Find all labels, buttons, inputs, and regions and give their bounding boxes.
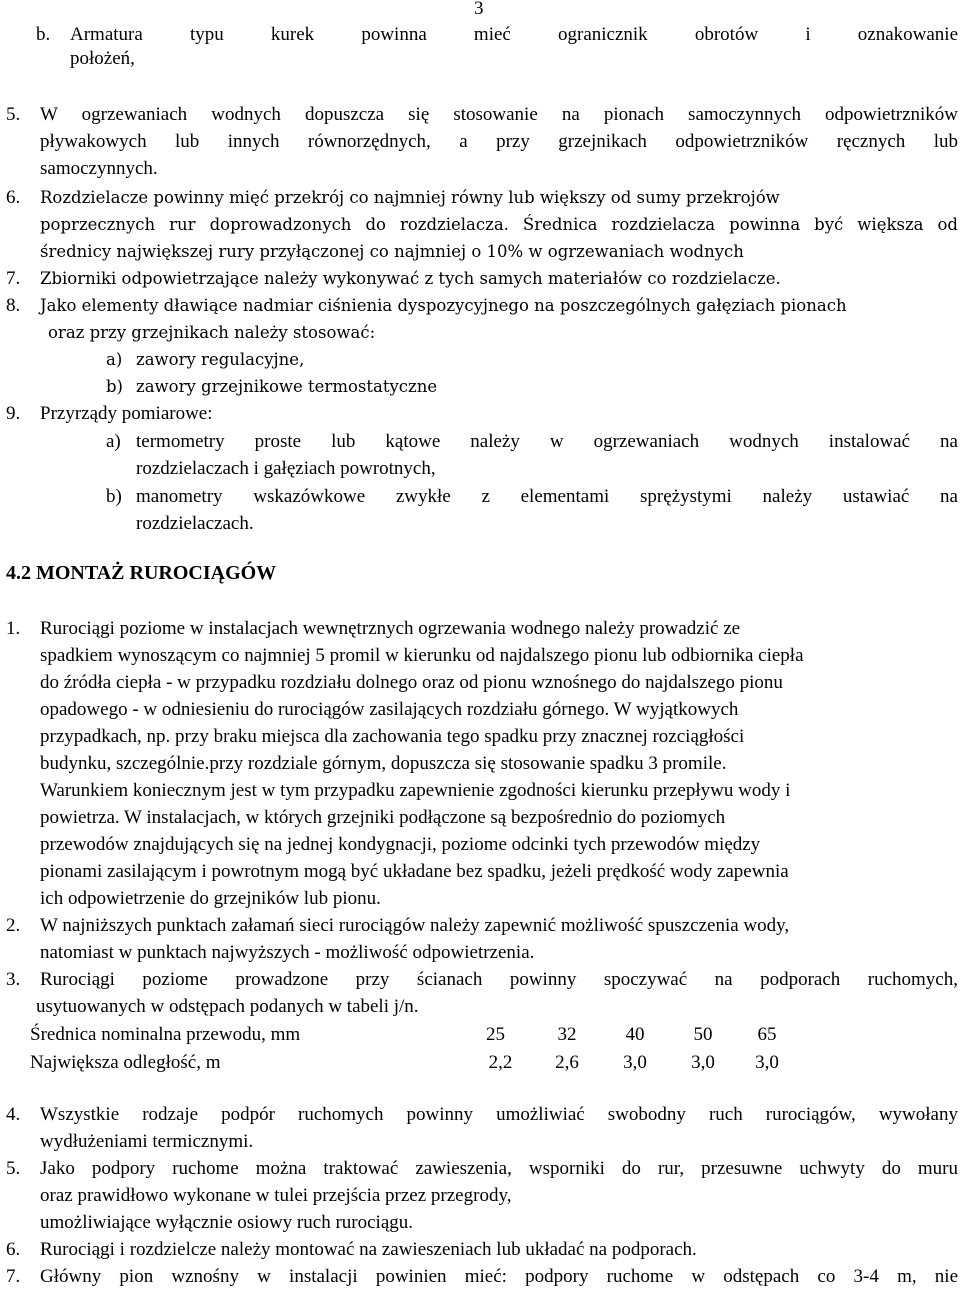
item-line: Zbiorniki odpowietrzające należy wykonywać z tych samych materiałów co rozdzielacze. (40, 269, 781, 288)
item-line: natomiast w punktach najwyższych - możliwość odpowietrzenia. (40, 942, 535, 963)
item-number: 7. (6, 1266, 21, 1287)
table-row (30, 1049, 797, 1077)
sub-mark: b) (106, 377, 123, 396)
item-line: Armatura typu kurek powinna mieć ogranicznik obrotów i oznakowanie (70, 24, 958, 45)
item-line: Wszystkie rodzaje podpór ruchomych powinny umożliwiać swobodny ruch rurociągów, wywołany (40, 1104, 958, 1125)
sub-line: zawory regulacyjne, (136, 350, 305, 369)
sub-line: zawory grzejnikowe termostatyczne (136, 377, 438, 396)
section-heading: 4.2 MONTAŻ RUROCIĄGÓW (6, 562, 277, 584)
item-number: 4. (6, 1104, 21, 1125)
table-cell: 3,0 (623, 1052, 647, 1073)
item-line: Jako elementy dławiące nadmiar ciśnienia dyspozycyjnego na poszczególnych gałęziach pionach (40, 296, 847, 315)
item-line: średnicy największej rury przyłączonej co najmniej o 10% w ogrzewaniach wodnych (40, 242, 744, 261)
sub-line: manometry wskazówkowe zwykłe z elementami sprężystymi należy ustawiać na (136, 486, 958, 507)
item-line: przypadkach, np. przy braku miejsca dla zachowania tego spadku przy znacznej rozciągłości (40, 726, 745, 747)
page-number: 3 (474, 0, 484, 19)
sub-mark: b) (106, 486, 122, 507)
sub-line: termometry proste lub kątowe należy w ogrzewaniach wodnych instalować na (136, 431, 958, 452)
item-line: oraz prawidłowo wykonane w tulei przejścia przez przegrody, (40, 1185, 512, 1206)
item-number: 1. (6, 618, 21, 639)
item-line: W najniższych punktach załamań sieci rurociągów należy zapewnić możliwość spuszczenia wody, (40, 915, 790, 936)
item-line: oraz przy grzejnikach należy stosować: (48, 323, 376, 342)
sub-mark: a) (106, 431, 121, 452)
sub-line: rozdzielaczach i gałęziach powrotnych, (136, 458, 436, 479)
item-line: wydłużeniami termicznymi. (40, 1131, 254, 1152)
table-cell: 25 (486, 1024, 505, 1045)
item-line: powietrza. W instalacjach, w których grzejniki podłączone są bezpośrednio do poziomych (40, 807, 726, 828)
item-line: samoczynnych. (40, 158, 158, 179)
item-number: 8. (6, 295, 21, 316)
item-line: Rurociągi poziome prowadzone przy ścianach powinny spoczywać na podporach ruchomych, (40, 969, 958, 990)
item-line: do źródła ciepła - w przypadku rozdziału dolnego oraz od pionu wznośnego do najdalszego pionu (40, 672, 783, 693)
item-line: budynku, szczególnie.przy rozdziale górnym, dopuszcza się stosowanie spadku 3 promile. (40, 753, 727, 774)
item-line: opadowego - w odniesieniu do rurociągów zasilających rozdziału górnego. W wyjątkowych (40, 699, 739, 720)
table-cell: 32 (557, 1024, 577, 1045)
table-cell: 40 (625, 1024, 645, 1045)
table-row (30, 1021, 797, 1049)
table-cell: 65 (757, 1024, 777, 1045)
item-number: 6. (6, 1239, 21, 1260)
table-cell: 3,0 (755, 1052, 779, 1073)
item-line: usytuowanych w odstępach podanych w tabeli j/n. (36, 996, 419, 1017)
item-number: 9. (6, 403, 21, 424)
item-line: Przyrządy pomiarowe: (40, 403, 213, 424)
item-line: umożliwiające wyłącznie osiowy ruch rurociągu. (40, 1212, 413, 1233)
item-number: 3. (6, 969, 21, 990)
table-row-label: Największa odległość, m (30, 1052, 221, 1073)
item-line: Warunkiem koniecznym jest w tym przypadku zapewnienie zgodności kierunku przepływu wody i (40, 780, 791, 801)
item-number: 5. (6, 104, 21, 125)
table-cell: 3,0 (691, 1052, 715, 1073)
item-line: Rurociągi i rozdzielcze należy montować na zawieszeniach lub układać na podporach. (40, 1239, 697, 1260)
item-line: przewodów znajdujących się na jednej kondygnacji, poziome odcinki tych przewodów między (40, 834, 761, 855)
item-number: 6. (6, 187, 21, 208)
item-number: 5. (6, 1158, 21, 1179)
item-line: pionami zasilającym i powrotnym mogą być układane bez spadku, jeżeli prędkość wody zapewnia (40, 861, 789, 882)
table-cell: 50 (693, 1024, 713, 1045)
table-row-label: Średnica nominalna przewodu, mm (30, 1024, 301, 1045)
item-line: Główny pion wznośny w instalacji powinien mieć: podpory ruchome w odstępach co 3-4 m, nie (40, 1266, 958, 1287)
item-line: poprzecznych rur doprowadzonych do rozdzielacza. Średnica rozdzielacza powinna być większa od (40, 215, 958, 234)
sub-line: rozdzielaczach. (136, 513, 254, 534)
spacing-table (30, 1021, 797, 1077)
item-line: Rozdzielacze powinny mięć przekrój co najmniej równy lub większy od sumy przekrojów (40, 188, 780, 207)
item-line: ich odpowietrzenie do grzejników lub pionu. (40, 888, 381, 909)
item-number: b. (36, 24, 51, 45)
item-line: Jako podpory ruchome można traktować zawieszenia, wsporniki do rur, przesuwne uchwyty do muru (40, 1158, 958, 1179)
item-number: 2. (6, 915, 21, 936)
item-line: pływakowych lub innych równorzędnych, a przy grzejnikach odpowietrzników ręcznych lub (40, 131, 958, 152)
item-line: Rurociągi poziome w instalacjach wewnętrznych ogrzewania wodnego należy prowadzić ze (40, 618, 741, 639)
table-cell: 2,2 (488, 1052, 513, 1073)
item-line: W ogrzewaniach wodnych dopuszcza się stosowanie na pionach samoczynnych odpowietrzników (40, 104, 958, 125)
item-line: spadkiem wynoszącym co najmniej 5 promil w kierunku od najdalszego pionu lub odbiornika ciepła (40, 645, 804, 666)
table-cell: 2,6 (555, 1052, 579, 1073)
item-number: 7. (6, 268, 21, 289)
sub-mark: a) (106, 350, 123, 369)
item-line: położeń, (70, 48, 135, 69)
